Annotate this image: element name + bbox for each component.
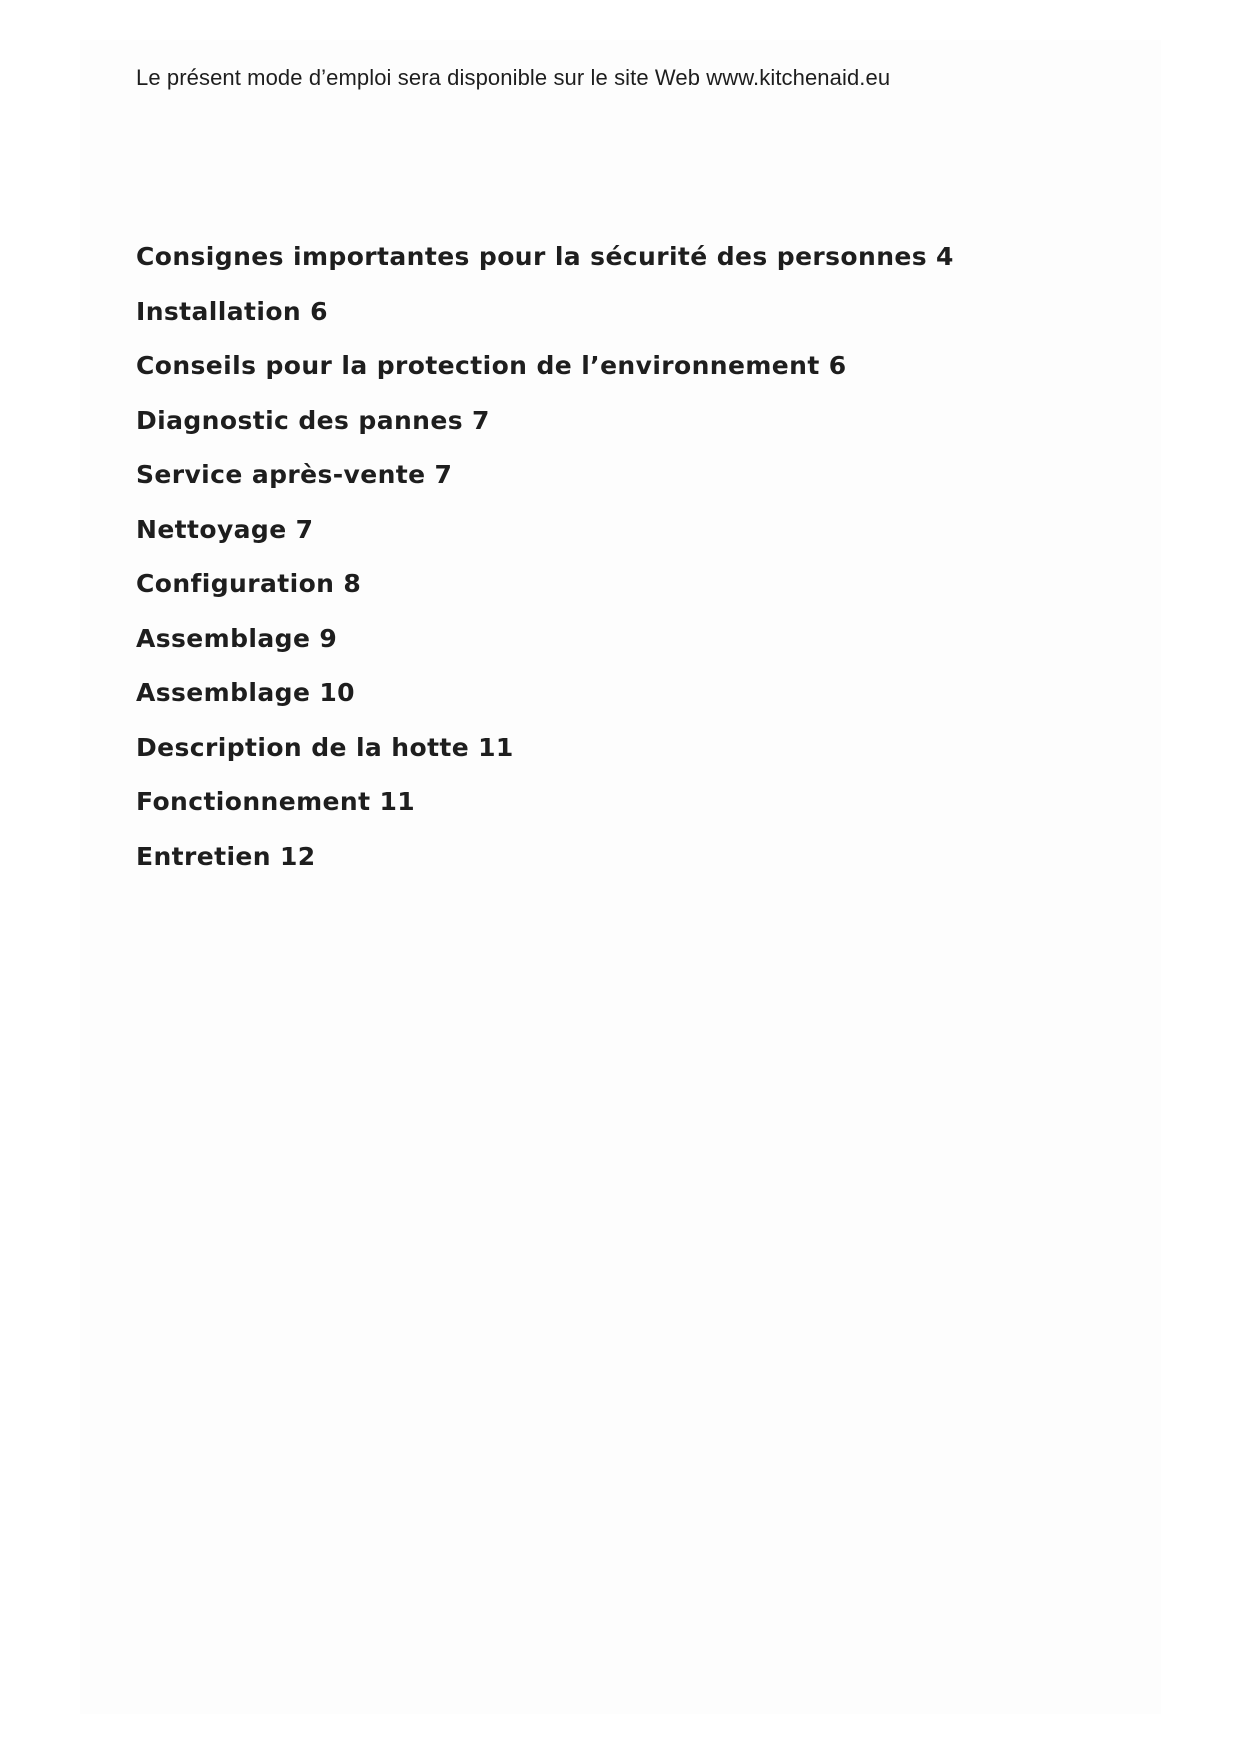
toc-entry-page: 11 <box>379 787 416 816</box>
toc-entry-page: 4 <box>936 242 954 271</box>
toc-entry <box>136 567 954 622</box>
toc-entry <box>136 840 954 895</box>
toc-entry-page: 11 <box>478 732 514 762</box>
toc-entry <box>136 676 954 731</box>
toc-entry-title: Service après-vente <box>136 460 426 489</box>
toc-entry <box>136 622 954 677</box>
toc-entry-page: 6 <box>828 351 847 380</box>
toc-entry-page: 8 <box>343 569 362 598</box>
toc-entry-title: Conseils pour la protection de l’environnement <box>136 351 820 380</box>
toc-entry <box>136 349 954 404</box>
toc-entry-page: 7 <box>472 405 490 435</box>
toc-entry-page: 7 <box>295 514 314 544</box>
toc-entry-title: Assemblage <box>136 623 311 653</box>
toc-entry-page: 9 <box>319 623 338 653</box>
toc-entry-title: Diagnostic des pannes <box>136 405 464 435</box>
table-of-contents <box>136 240 954 894</box>
website-note: Le présent mode d’emploi sera disponible sur le site Web www.kitchenaid.eu <box>136 65 891 90</box>
toc-entry-page: 7 <box>434 460 453 489</box>
toc-entry-title: Nettoyage <box>136 514 287 544</box>
toc-entry-title: Installation <box>136 296 302 326</box>
toc-entry-page: 12 <box>279 841 316 871</box>
toc-entry <box>136 404 954 459</box>
toc-entry-title: Description de la hotte <box>136 732 470 762</box>
toc-entry-title: Configuration <box>136 569 335 598</box>
toc-entry <box>136 240 954 295</box>
toc-entry <box>136 513 954 568</box>
toc-entry <box>136 458 954 513</box>
toc-entry <box>136 785 954 840</box>
toc-entry-page: 6 <box>310 296 328 326</box>
toc-entry <box>136 731 954 786</box>
toc-entry-page: 10 <box>319 678 355 707</box>
toc-entry-title: Entretien <box>136 841 271 871</box>
toc-entry-title: Fonctionnement <box>136 787 371 816</box>
toc-entry-title: Assemblage <box>136 678 311 707</box>
toc-entry-title: Consignes importantes pour la sécurité des personnes <box>136 242 928 271</box>
toc-entry <box>136 295 954 350</box>
